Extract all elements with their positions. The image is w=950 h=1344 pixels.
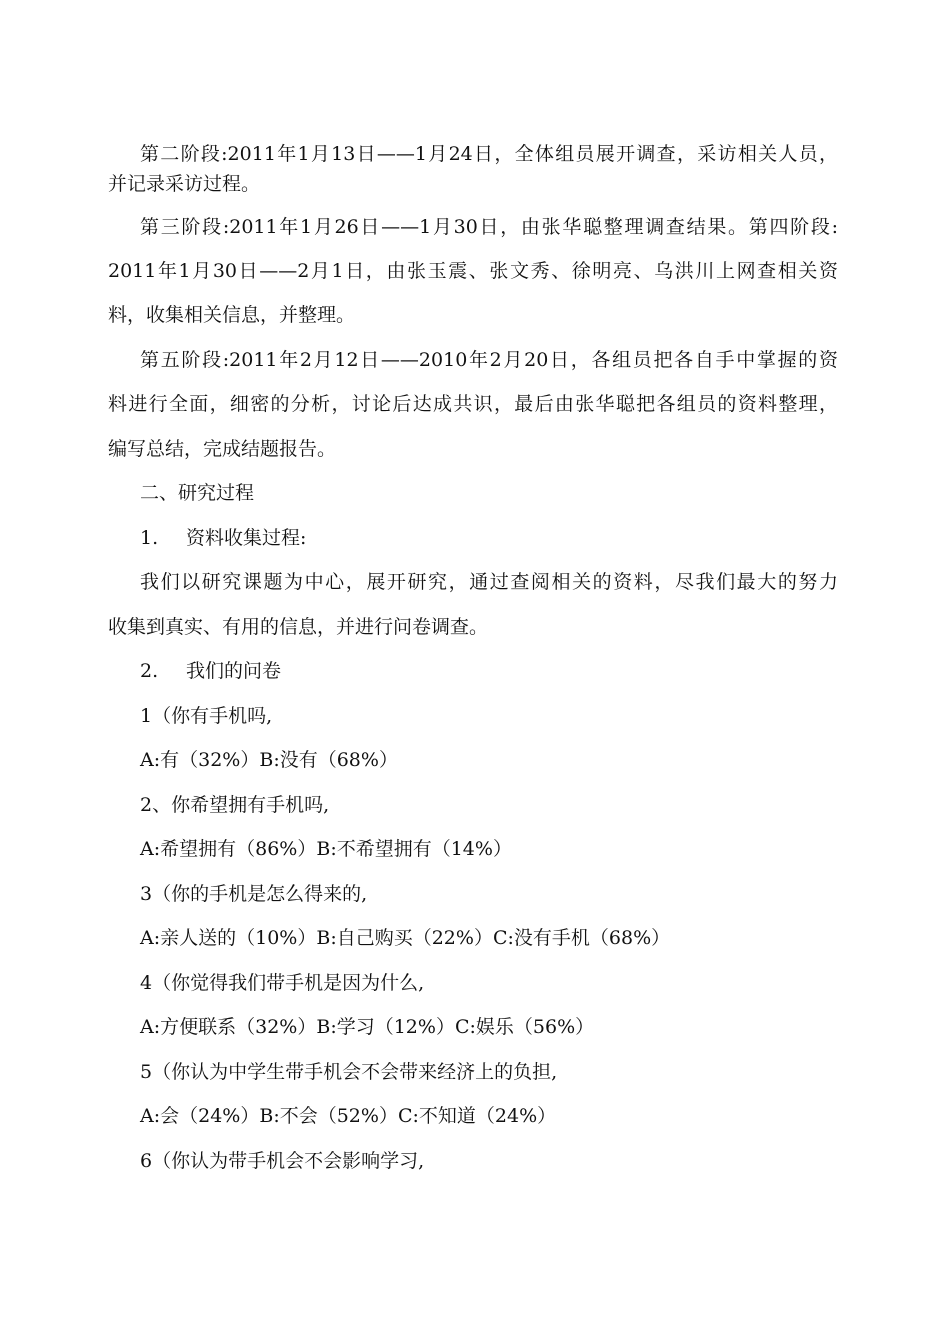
question-2: 2、你希望拥有手机吗,	[140, 794, 330, 816]
section-heading: 二、研究过程	[140, 482, 255, 504]
phase2-line-2: 并记录采访过程。	[108, 173, 261, 195]
answer-4: A:方便联系（32%）B:学习（12%）C:娱乐（56%）	[140, 1016, 595, 1038]
question-1: 1（你有手机吗,	[140, 705, 273, 727]
collection-line-2: 收集到真实、有用的信息，并进行问卷调查。	[108, 616, 489, 638]
list-item-2-title: 我们的问卷	[186, 660, 282, 682]
collection-line-1: 我们以研究课题为中心，展开研究，通过查阅相关的资料，尽我们最大的努力	[140, 571, 838, 593]
phase3-line-3: 料，收集相关信息，并整理。	[108, 304, 356, 326]
phase3-line-1: 第三阶段:2011年1月26日——1月30日，由张华聪整理调查结果。第四阶段:	[140, 216, 838, 238]
question-6: 6（你认为带手机会不会影响学习,	[140, 1150, 425, 1172]
answer-2: A:希望拥有（86%）B:不希望拥有（14%）	[140, 838, 512, 860]
phase3-line-2: 2011年1月30日——2月1日，由张玉震、张文秀、徐明亮、乌洪川上网查相关资	[108, 260, 838, 282]
answer-3: A:亲人送的（10%）B:自己购买（22%）C:没有手机（68%）	[140, 927, 671, 949]
list-item-1	[0, 523, 950, 553]
phase5-line-2: 料进行全面，细密的分析，讨论后达成共识，最后由张华聪把各组员的资料整理，	[108, 393, 838, 415]
answer-5: A:会（24%）B:不会（52%）C:不知道（24%）	[140, 1105, 557, 1127]
question-5: 5（你认为中学生带手机会不会带来经济上的负担,	[140, 1061, 558, 1083]
question-4: 4（你觉得我们带手机是因为什么,	[140, 972, 425, 994]
answer-1: A:有（32%）B:没有（68%）	[140, 749, 398, 771]
list-item-2	[0, 656, 950, 686]
phase5-line-1: 第五阶段:2011年2月12日——2010年2月20日，各组员把各自手中掌握的资	[140, 349, 838, 371]
list-item-2-number: 2.	[140, 660, 159, 682]
phase2-line-1: 第二阶段:2011年1月13日——1月24日，全体组员展开调查，采访相关人员，	[140, 143, 838, 165]
phase5-line-3: 编写总结，完成结题报告。	[108, 438, 337, 460]
list-item-1-title: 资料收集过程:	[186, 527, 307, 549]
question-3: 3（你的手机是怎么得来的,	[140, 883, 368, 905]
list-item-1-number: 1.	[140, 527, 159, 549]
